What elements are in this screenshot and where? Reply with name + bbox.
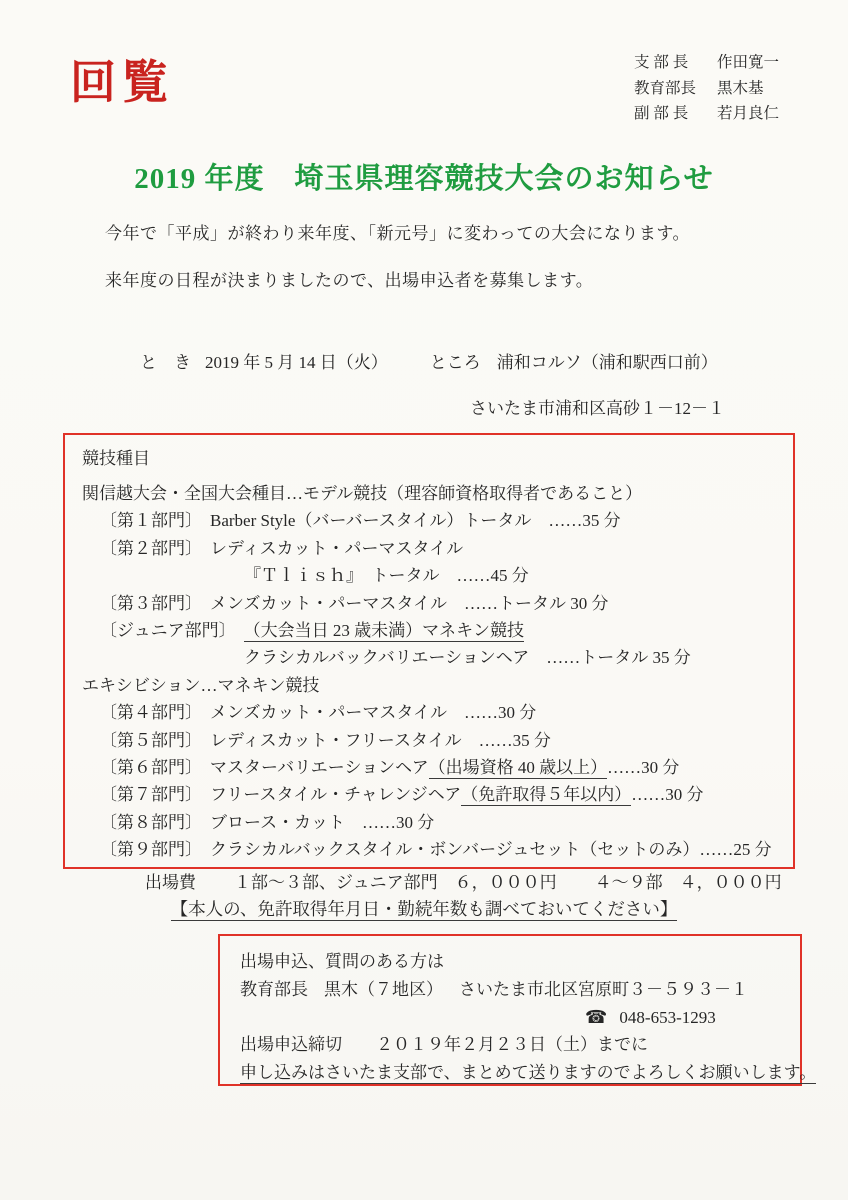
event-row-dept1: 〔第１部門〕 Barber Style（バーバースタイル）トータル ……35 分 <box>100 511 621 531</box>
official-row <box>634 101 779 127</box>
official-name: 作田寛一 <box>717 54 780 71</box>
official-name: 黒木基 <box>717 79 764 97</box>
event-row-dept2: 〔第２部門〕 レディスカット・パーマスタイル <box>100 538 464 558</box>
when-value: 2019 年 5 月 14 日（火） <box>205 353 388 372</box>
events-section-model: 関信越大会・全国大会種目…モデル競技（理容師資格取得者であること） <box>82 484 643 503</box>
fee-part2: ４～９部 ４，０００円 <box>594 873 782 892</box>
events-box <box>63 433 795 869</box>
where-value: 浦和コルソ（浦和駅西口前） <box>496 353 718 372</box>
application-deadline <box>240 1031 800 1059</box>
circulation-stamp: 回覧 <box>70 57 174 108</box>
event-row-junior-cont: クラシカルバックバリエーションヘア ……トータル 35 分 <box>244 648 691 668</box>
event-datetime-place <box>140 348 718 373</box>
events-heading: 競技種目 <box>82 449 150 468</box>
officials-block <box>634 50 779 127</box>
intro-line-1: 今年で「平成」が終わり来年度、「新元号」に変わっての大会になります。 <box>105 224 690 243</box>
when-label: と き <box>140 353 191 372</box>
contact-name: 黒木（７地区） <box>324 979 443 999</box>
official-role: 副 部 長 <box>634 105 689 122</box>
event-row-dept4: 〔第４部門〕 メンズカット・パーマスタイル ……30 分 <box>100 703 537 723</box>
page-title: 2019 年度 埼玉県理容競技大会のお知らせ <box>134 163 714 195</box>
fee-note-text: 【本人の、免許取得年月日・勤続年数も調べておいてください】 <box>170 899 678 919</box>
deadline-value: ２０１９年２月２３日（土）までに <box>376 1035 648 1055</box>
event-row-junior: 〔ジュニア部門〕 （大会当日 23 歳未満）マネキン競技 <box>100 620 525 640</box>
contact-address: さいたま市北区宮原町３－５９３－１ <box>459 979 748 999</box>
entry-fee <box>145 868 782 893</box>
official-role: 教育部長 <box>634 79 697 97</box>
official-row <box>634 76 779 102</box>
where-label: ところ <box>429 353 481 372</box>
closing-note <box>240 1059 817 1087</box>
intro-line-2: 来年度の日程が決まりましたので、出場申込者を募集します。 <box>105 271 594 290</box>
official-name: 若月良仁 <box>717 105 780 122</box>
contact-intro: 出場申込、質問のある方は <box>240 952 444 971</box>
events-section-exhibition: エキシビション…マネキン競技 <box>82 675 320 695</box>
closing-note-text: 申し込みはさいたま支部で、まとめて送りますのでよろしくお願いします。 <box>240 1063 817 1083</box>
event-row-dept8: 〔第８部門〕 ブロース・カット ……30 分 <box>100 812 435 832</box>
official-row <box>634 50 779 76</box>
event-row-dept2-cont: 『Ｔｌｉｓｈ』 トータル ……45 分 <box>244 566 529 586</box>
contact-phone-line <box>240 1004 800 1032</box>
contact-person <box>240 976 800 1004</box>
phone-icon: ☎ <box>585 1006 608 1028</box>
contact-box <box>218 934 817 1086</box>
fee-part1: １部～３部、ジュニア部門 ６，０００円 <box>234 873 557 892</box>
event-row-dept7: 〔第７部門〕 フリースタイル・チャレンジヘア（免許取得５年以内）……30 分 <box>100 785 704 805</box>
event-row-dept3: 〔第３部門〕 メンズカット・パーマスタイル ……トータル 30 分 <box>100 593 609 613</box>
event-row-dept6: 〔第６部門〕 マスターバリエーションヘア（出場資格 40 歳以上）……30 分 <box>100 757 680 777</box>
venue-address: さいたま市浦和区高砂１－12－１ <box>470 399 725 418</box>
official-role: 支 部 長 <box>634 54 689 71</box>
phone-number: 048-653-1293 <box>619 1007 716 1027</box>
fee-note <box>0 896 848 921</box>
contact-role: 教育部長 <box>240 979 308 999</box>
deadline-label: 出場申込締切 <box>240 1035 342 1055</box>
event-row-dept5: 〔第５部門〕 レディスカット・フリースタイル ……35 分 <box>100 730 551 750</box>
fee-label: 出場費 <box>145 873 196 892</box>
event-row-dept9: 〔第９部門〕 クラシカルバックスタイル・ボンバージュセット（セットのみ）……25 分 <box>100 840 772 860</box>
